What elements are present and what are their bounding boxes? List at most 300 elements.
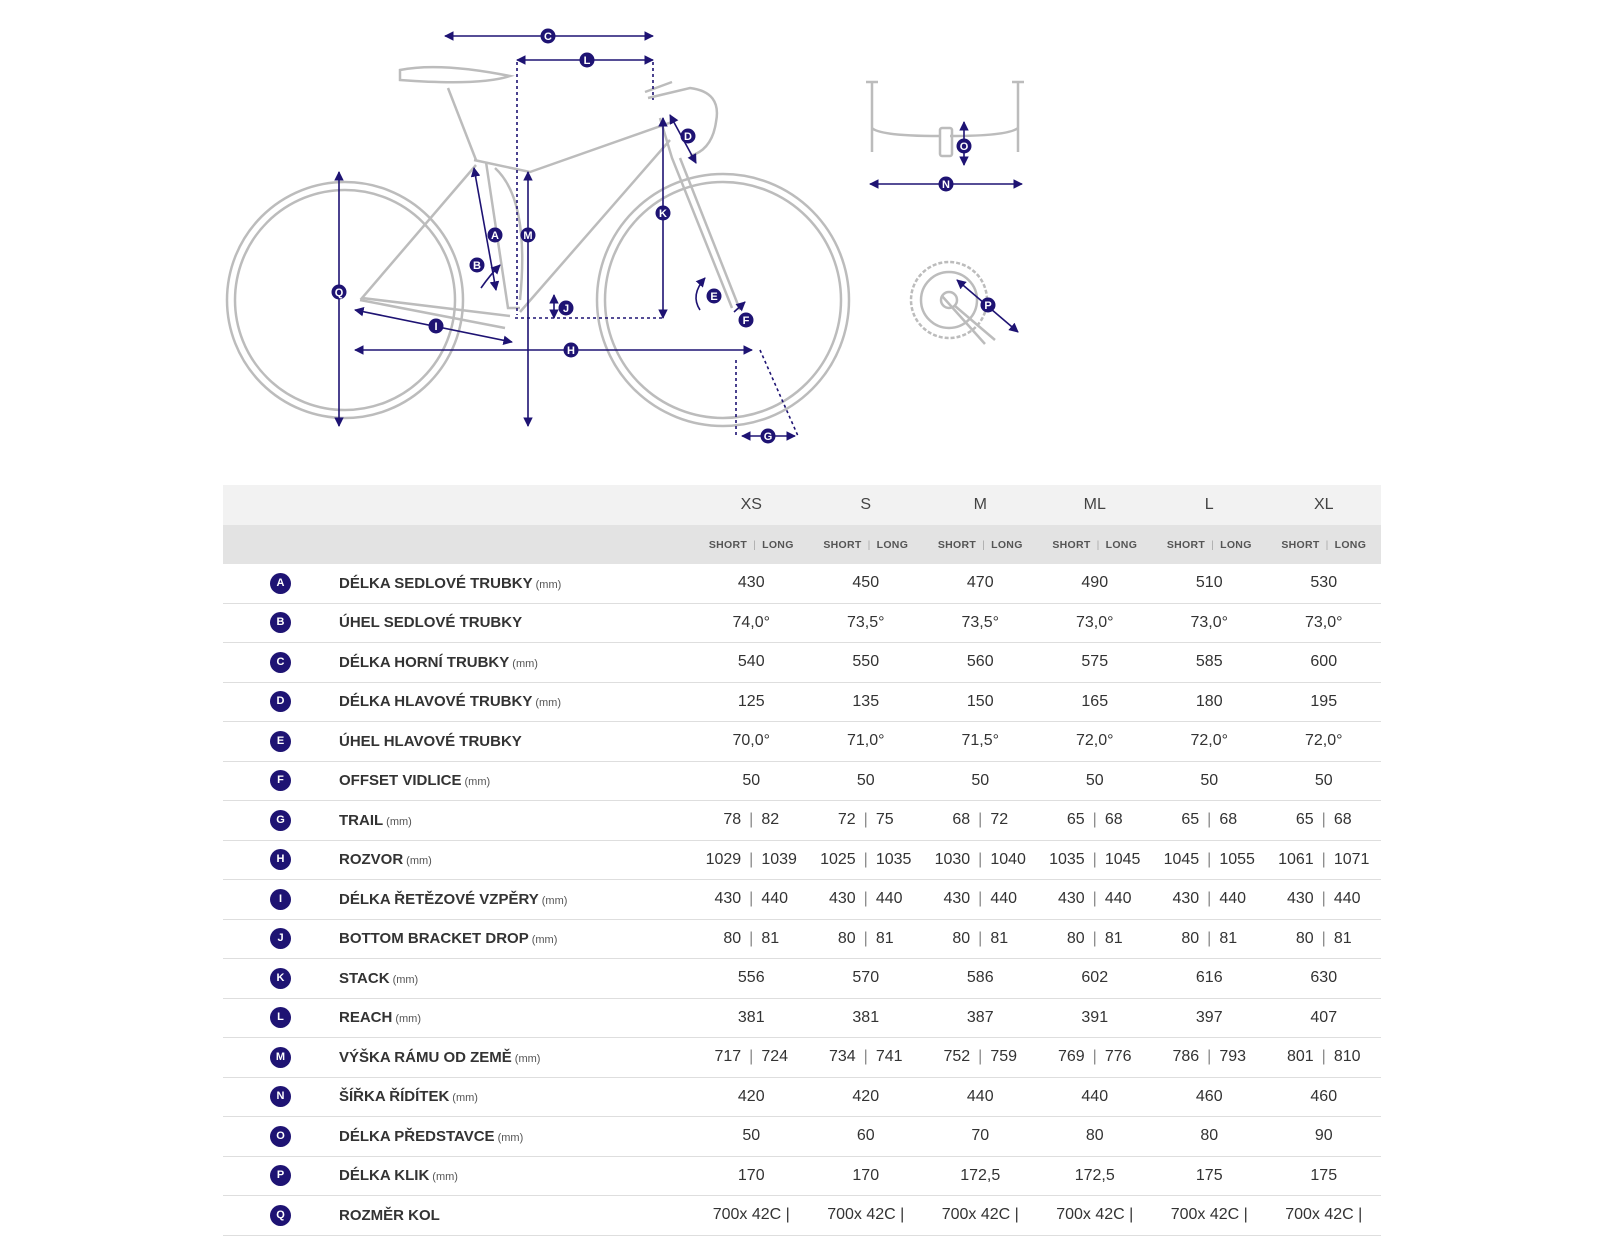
row-label: OFFSET VIDLICE — [339, 772, 462, 790]
long-value: 1040 — [990, 850, 1026, 868]
separator: | — [1092, 890, 1097, 908]
letter-badge: J — [270, 928, 291, 949]
short-value: 80 — [837, 929, 856, 947]
separator: | — [1321, 850, 1326, 868]
separator: | — [749, 811, 754, 829]
long-value: 81 — [1219, 929, 1238, 947]
value-cell: 60 — [809, 1117, 924, 1157]
short-value: 769 — [1057, 1048, 1085, 1066]
short-value: 1030 — [934, 850, 971, 868]
svg-text:H: H — [567, 345, 575, 357]
value-cell: 602 — [1038, 959, 1153, 999]
row-label-cell — [338, 761, 694, 801]
value-pair-cell — [1038, 840, 1153, 880]
svg-text:N: N — [942, 179, 950, 191]
short-value: 430 — [1057, 890, 1085, 908]
value-cell: 74,0° — [694, 603, 809, 643]
table-row — [223, 722, 1381, 762]
value-cell: 556 — [694, 959, 809, 999]
letter-badge: I — [270, 889, 291, 910]
diagram-label-E — [707, 289, 722, 304]
value-cell: 135 — [809, 682, 924, 722]
long-value: 1071 — [1333, 850, 1370, 868]
header-empty — [338, 485, 694, 525]
row-label: DÉLKA HLAVOVÉ TRUBKY — [339, 693, 533, 711]
size-header: XL — [1267, 485, 1382, 525]
geometry-table-body — [223, 564, 1381, 1235]
svg-text:C: C — [544, 31, 552, 43]
svg-text:I: I — [434, 321, 438, 333]
svg-text:F: F — [742, 315, 750, 327]
value-cell: 430 — [694, 564, 809, 603]
short-value: 430 — [1286, 890, 1314, 908]
value-cell: 470 — [923, 564, 1038, 603]
diagram-label-P — [981, 298, 996, 313]
separator: | — [1207, 890, 1212, 908]
svg-text:B: B — [473, 260, 481, 272]
value-pair-cell — [809, 919, 924, 959]
table-row — [223, 1077, 1381, 1117]
long-value: 68 — [1219, 811, 1238, 829]
size-header: XS — [694, 485, 809, 525]
separator: | — [749, 1048, 754, 1066]
svg-text:A: A — [491, 230, 499, 242]
svg-text:J: J — [562, 303, 570, 315]
value-cell: 450 — [809, 564, 924, 603]
svg-text:E: E — [710, 291, 718, 303]
long-label: LONG — [1105, 538, 1138, 551]
value-cell: 150 — [923, 682, 1038, 722]
value-cell: 165 — [1038, 682, 1153, 722]
value-pair-cell — [1267, 1038, 1382, 1078]
separator: | — [1321, 1048, 1326, 1066]
row-label: REACH — [339, 1009, 393, 1027]
value-cell: 50 — [694, 1117, 809, 1157]
diagram-label-O — [957, 139, 972, 154]
row-unit: (mm) — [497, 1131, 524, 1144]
header-empty — [223, 525, 338, 564]
letter-badge: A — [270, 573, 291, 594]
value-pair-cell — [923, 880, 1038, 920]
long-value: 1045 — [1104, 850, 1141, 868]
value-pair-cell — [1267, 840, 1382, 880]
value-cell: 586 — [923, 959, 1038, 999]
row-label: ÚHEL SEDLOVÉ TRUBKY — [339, 614, 523, 632]
value-pair-cell — [1267, 801, 1382, 841]
short-label: SHORT — [1052, 538, 1091, 551]
short-value: 65 — [1066, 811, 1085, 829]
value-cell: 80 — [1038, 1117, 1153, 1157]
diagram-label-A — [488, 228, 503, 243]
separator: | — [863, 811, 868, 829]
letter-badge: L — [270, 1007, 291, 1028]
value-cell: 180 — [1152, 682, 1267, 722]
long-value: 68 — [1333, 811, 1352, 829]
row-label: DÉLKA HORNÍ TRUBKY — [339, 653, 510, 671]
bike-frame-drawing — [227, 67, 1024, 426]
long-value: 440 — [1333, 890, 1361, 908]
value-cell: 700x 42C | — [1038, 1196, 1153, 1236]
table-row — [223, 682, 1381, 722]
diagram-label-N — [939, 177, 954, 192]
diagram-label-J — [559, 301, 574, 316]
table-row — [223, 959, 1381, 999]
row-unit: (mm) — [464, 776, 491, 789]
value-cell: 72,0° — [1267, 722, 1382, 762]
row-unit: (mm) — [512, 657, 538, 670]
short-long-header — [694, 525, 809, 564]
value-cell: 72,0° — [1038, 722, 1153, 762]
long-value: 440 — [875, 890, 903, 908]
size-header: L — [1152, 485, 1267, 525]
value-cell: 560 — [923, 643, 1038, 683]
long-value: 75 — [875, 811, 894, 829]
diagram-label-D — [681, 129, 696, 144]
row-unit: (mm) — [452, 1092, 478, 1105]
table-row — [223, 761, 1381, 801]
header-empty — [223, 485, 338, 525]
row-letter-cell — [223, 1038, 338, 1078]
row-label-cell — [338, 1077, 694, 1117]
value-cell: 70,0° — [694, 722, 809, 762]
row-label: DÉLKA KLIK — [339, 1167, 430, 1185]
letter-badge: H — [270, 849, 291, 870]
row-letter-cell — [223, 643, 338, 683]
long-value: 1039 — [761, 850, 797, 868]
long-value: 81 — [1333, 929, 1352, 947]
value-cell: 700x 42C | — [694, 1196, 809, 1236]
value-cell: 73,0° — [1038, 603, 1153, 643]
value-cell: 440 — [923, 1077, 1038, 1117]
row-label-cell — [338, 959, 694, 999]
row-label-cell — [338, 1117, 694, 1157]
short-value: 1061 — [1278, 850, 1314, 868]
row-label-cell — [338, 682, 694, 722]
row-label: STACK — [339, 969, 390, 987]
row-letter-cell — [223, 919, 338, 959]
long-value: 776 — [1104, 1048, 1132, 1066]
row-letter-cell — [223, 603, 338, 643]
table-row — [223, 603, 1381, 643]
row-letter-cell — [223, 722, 338, 762]
separator: | — [863, 929, 868, 947]
diagram-label-B — [470, 258, 485, 273]
short-value: 430 — [1172, 890, 1200, 908]
size-header: ML — [1038, 485, 1153, 525]
diagram-label-M — [521, 228, 536, 243]
value-cell: 700x 42C | — [1152, 1196, 1267, 1236]
value-pair-cell — [1267, 880, 1382, 920]
value-pair-cell — [923, 840, 1038, 880]
short-value: 80 — [723, 929, 742, 947]
value-cell: 50 — [923, 761, 1038, 801]
value-pair-cell — [694, 919, 809, 959]
letter-badge: B — [270, 612, 291, 633]
row-letter-cell — [223, 761, 338, 801]
value-cell: 73,5° — [923, 603, 1038, 643]
value-cell: 530 — [1267, 564, 1382, 603]
value-cell: 510 — [1152, 564, 1267, 603]
separator: | — [749, 850, 754, 868]
short-value: 430 — [714, 890, 742, 908]
dimension-lines — [339, 36, 1022, 436]
value-cell: 50 — [1267, 761, 1382, 801]
size-header-row — [223, 485, 1381, 525]
value-cell: 73,0° — [1267, 603, 1382, 643]
value-cell: 71,0° — [809, 722, 924, 762]
separator: | — [863, 850, 868, 868]
long-value: 81 — [1104, 929, 1123, 947]
row-letter-cell — [223, 998, 338, 1038]
row-unit: (mm) — [395, 1013, 421, 1026]
value-cell: 172,5 — [1038, 1156, 1153, 1196]
separator: | — [867, 538, 871, 551]
row-unit: (mm) — [535, 697, 561, 710]
table-row — [223, 801, 1381, 841]
table-row — [223, 1117, 1381, 1157]
separator: | — [1207, 1048, 1212, 1066]
diagram-label-H — [564, 343, 579, 358]
geometry-table — [223, 485, 1381, 1236]
table-row — [223, 1038, 1381, 1078]
row-unit: (mm) — [541, 894, 568, 907]
short-label: SHORT — [708, 538, 748, 551]
value-cell: 175 — [1152, 1156, 1267, 1196]
value-cell: 397 — [1152, 998, 1267, 1038]
row-label: ÚHEL HLAVOVÉ TRUBKY — [339, 732, 522, 750]
long-label: LONG — [762, 538, 794, 551]
value-pair-cell — [694, 840, 809, 880]
separator: | — [1092, 1048, 1097, 1066]
value-cell: 50 — [1152, 761, 1267, 801]
row-letter-cell — [223, 880, 338, 920]
separator: | — [978, 890, 983, 908]
long-value: 440 — [761, 890, 789, 908]
separator: | — [978, 811, 983, 829]
value-cell: 387 — [923, 998, 1038, 1038]
table-row — [223, 919, 1381, 959]
value-cell: 50 — [694, 761, 809, 801]
separator: | — [753, 538, 757, 551]
svg-text:L: L — [583, 55, 591, 67]
value-cell: 170 — [809, 1156, 924, 1196]
letter-badge: Q — [270, 1205, 291, 1226]
value-cell: 73,0° — [1152, 603, 1267, 643]
value-pair-cell — [1152, 880, 1267, 920]
value-cell: 381 — [694, 998, 809, 1038]
long-value: 68 — [1104, 811, 1123, 829]
row-unit: (mm) — [392, 973, 419, 986]
row-label-cell — [338, 880, 694, 920]
row-letter-cell — [223, 1196, 338, 1236]
value-pair-cell — [1267, 919, 1382, 959]
row-unit: (mm) — [535, 578, 562, 591]
value-pair-cell — [1152, 1038, 1267, 1078]
size-header: M — [923, 485, 1038, 525]
header-empty — [338, 525, 694, 564]
letter-badge: G — [270, 810, 291, 831]
letter-badge: P — [270, 1165, 291, 1186]
row-label: DÉLKA ŘETĚZOVÉ VZPĚRY — [339, 890, 539, 908]
short-value: 68 — [952, 811, 971, 829]
long-label: LONG — [876, 538, 909, 551]
svg-text:G: G — [763, 431, 773, 443]
long-value: 72 — [990, 811, 1009, 829]
row-letter-cell — [223, 1117, 338, 1157]
separator: | — [749, 929, 754, 947]
separator: | — [1096, 538, 1100, 551]
short-long-header-row — [223, 525, 1381, 564]
value-pair-cell — [809, 801, 924, 841]
separator: | — [863, 890, 868, 908]
separator: | — [1207, 850, 1212, 868]
long-value: 810 — [1333, 1048, 1361, 1066]
value-cell: 460 — [1267, 1077, 1382, 1117]
long-value: 1035 — [875, 850, 912, 868]
long-value: 81 — [761, 929, 780, 947]
value-cell: 50 — [809, 761, 924, 801]
row-label-cell — [338, 840, 694, 880]
short-value: 1029 — [705, 850, 742, 868]
value-cell: 90 — [1267, 1117, 1382, 1157]
short-value: 72 — [837, 811, 856, 829]
row-label-cell — [338, 643, 694, 683]
short-value: 1035 — [1049, 850, 1085, 868]
separator: | — [863, 1048, 868, 1066]
value-pair-cell — [694, 880, 809, 920]
separator: | — [1321, 811, 1326, 829]
svg-text:O: O — [959, 141, 969, 153]
row-label-cell — [338, 1038, 694, 1078]
letter-badge: O — [270, 1126, 291, 1147]
value-pair-cell — [694, 1038, 809, 1078]
value-cell: 125 — [694, 682, 809, 722]
value-cell: 700x 42C | — [809, 1196, 924, 1236]
short-long-header — [1038, 525, 1153, 564]
separator: | — [1092, 850, 1097, 868]
long-label: LONG — [1220, 538, 1252, 551]
svg-text:M: M — [523, 230, 533, 242]
value-cell: 440 — [1038, 1077, 1153, 1117]
row-letter-cell — [223, 682, 338, 722]
short-value: 430 — [943, 890, 971, 908]
short-value: 80 — [1295, 929, 1314, 947]
short-value: 1025 — [820, 850, 856, 868]
short-value: 430 — [828, 890, 856, 908]
separator: | — [1092, 929, 1097, 947]
short-long-header — [1152, 525, 1267, 564]
value-cell: 420 — [694, 1077, 809, 1117]
short-label: SHORT — [823, 538, 862, 551]
long-label: LONG — [1334, 538, 1367, 551]
short-value: 717 — [714, 1048, 742, 1066]
short-label: SHORT — [1166, 538, 1206, 551]
value-pair-cell — [923, 919, 1038, 959]
row-letter-cell — [223, 1077, 338, 1117]
svg-text:K: K — [659, 208, 667, 220]
row-label-cell — [338, 722, 694, 762]
separator: | — [1321, 929, 1326, 947]
letter-badge: F — [270, 770, 291, 791]
short-value: 786 — [1172, 1048, 1200, 1066]
value-cell: 50 — [1038, 761, 1153, 801]
letter-badge: E — [270, 731, 291, 752]
row-label-cell — [338, 801, 694, 841]
value-cell: 72,0° — [1152, 722, 1267, 762]
diagram-label-F — [739, 313, 754, 328]
separator: | — [978, 850, 983, 868]
separator: | — [1092, 811, 1097, 829]
row-letter-cell — [223, 801, 338, 841]
value-cell: 195 — [1267, 682, 1382, 722]
value-pair-cell — [923, 1038, 1038, 1078]
long-value: 81 — [875, 929, 894, 947]
value-cell: 490 — [1038, 564, 1153, 603]
value-pair-cell — [1038, 919, 1153, 959]
value-pair-cell — [1152, 919, 1267, 959]
row-label-cell — [338, 919, 694, 959]
row-unit: (mm) — [514, 1052, 541, 1065]
long-value: 82 — [761, 811, 780, 829]
row-label: DÉLKA SEDLOVÉ TRUBKY — [339, 574, 533, 592]
separator: | — [978, 929, 983, 947]
value-pair-cell — [1038, 1038, 1153, 1078]
short-value: 78 — [723, 811, 742, 829]
short-value: 80 — [1181, 929, 1200, 947]
value-pair-cell — [809, 880, 924, 920]
value-cell: 70 — [923, 1117, 1038, 1157]
svg-text:D: D — [684, 131, 692, 143]
svg-text:Q: Q — [334, 287, 344, 299]
row-label: ŠÍŘKA ŘÍDÍTEK — [339, 1088, 450, 1106]
row-label-cell — [338, 1196, 694, 1236]
short-long-header — [809, 525, 924, 564]
long-value: 1055 — [1219, 850, 1255, 868]
diagram-label-Q — [332, 285, 347, 300]
separator: | — [749, 890, 754, 908]
separator: | — [978, 1048, 983, 1066]
short-value: 752 — [943, 1048, 971, 1066]
short-long-header — [1267, 525, 1382, 564]
short-value: 734 — [828, 1048, 856, 1066]
value-cell: 585 — [1152, 643, 1267, 683]
long-value: 81 — [990, 929, 1009, 947]
value-cell: 460 — [1152, 1077, 1267, 1117]
table-row — [223, 564, 1381, 603]
letter-badge: C — [270, 652, 291, 673]
diagram-label-K — [656, 206, 671, 221]
row-label-cell — [338, 564, 694, 603]
diagram-label-L — [580, 53, 595, 68]
short-label: SHORT — [937, 538, 977, 551]
short-value: 65 — [1295, 811, 1314, 829]
letter-badge: K — [270, 968, 291, 989]
value-cell: 175 — [1267, 1156, 1382, 1196]
short-value: 65 — [1181, 811, 1200, 829]
separator: | — [1207, 811, 1212, 829]
row-unit: (mm) — [432, 1171, 458, 1184]
value-cell: 616 — [1152, 959, 1267, 999]
table-row — [223, 840, 1381, 880]
row-letter-cell — [223, 840, 338, 880]
row-label-cell — [338, 1156, 694, 1196]
table-row — [223, 643, 1381, 683]
long-value: 759 — [990, 1048, 1018, 1066]
value-cell: 700x 42C | — [923, 1196, 1038, 1236]
row-label: TRAIL — [339, 811, 384, 829]
value-cell: 630 — [1267, 959, 1382, 999]
long-value: 440 — [1104, 890, 1132, 908]
